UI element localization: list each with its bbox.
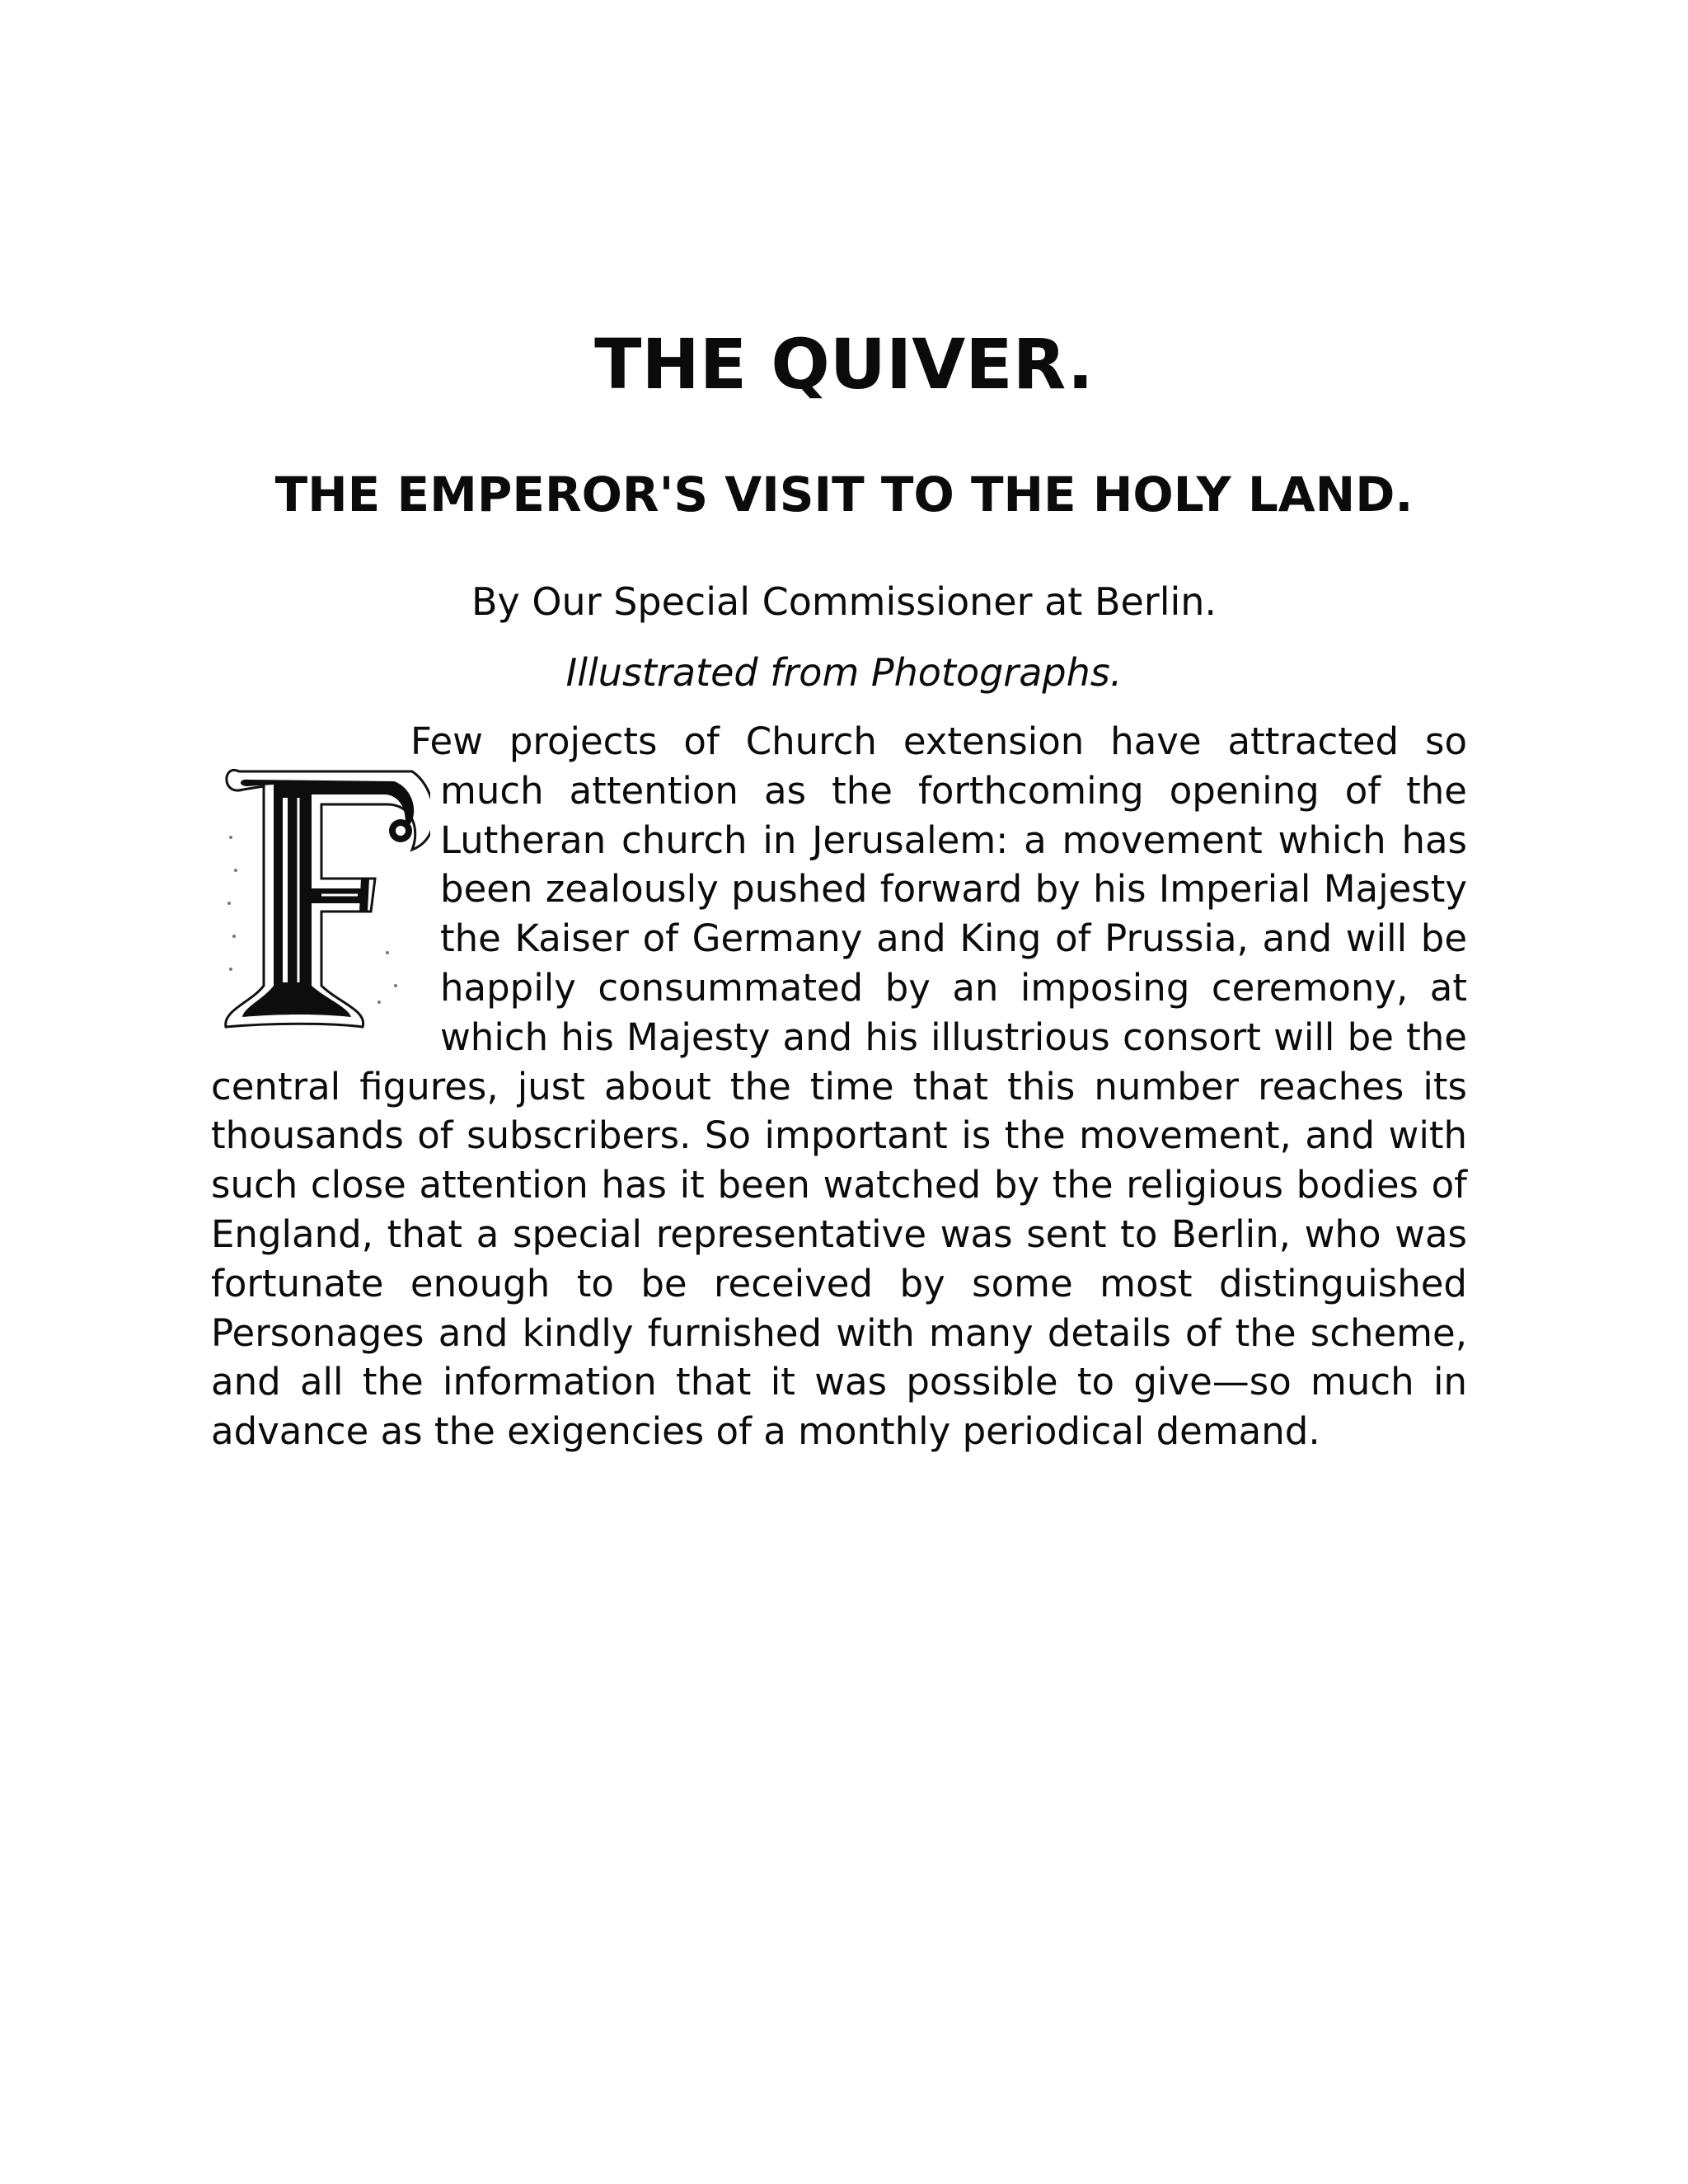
drop-cap-letter: F bbox=[410, 719, 430, 763]
first-word-rest: ew bbox=[429, 719, 483, 763]
page-title: THE QUIVER. bbox=[594, 324, 1094, 405]
byline: By Our Special Commissioner at Berlin. bbox=[471, 579, 1217, 624]
illustration-note: Illustrated from Photographs. bbox=[565, 650, 1123, 695]
decorative-drop-cap-f bbox=[206, 738, 430, 1035]
article-paragraph bbox=[211, 717, 1467, 1456]
paragraph-first-word bbox=[410, 719, 483, 763]
article-title: THE EMPEROR'S VISIT TO THE HOLY LAND. bbox=[274, 466, 1414, 523]
paragraph-body: projects of Church extension have attracted so much attention as the forthcoming opening of the Lutheran church in Jerusalem: a movement which has been zealously pushed forward by his Imperial Majesty the Kaiser of Germany and King of Prussia, and will be happily consummated by an imposing ceremony, at which his Majesty and his illustrious consort will be the central figures, just about the time that this number reaches its thousands of subscribers. So important is the movement, and with such close attention has it been watched by the religious bodies of England, that a special representative was sent to Berlin, who was fortunate enough to be received by some most distinguished Personages and kindly furnished with many details of the scheme, and all the information that it was possible to give—so much in advance as the exigencies of a monthly periodical demand. bbox=[211, 719, 1467, 1454]
